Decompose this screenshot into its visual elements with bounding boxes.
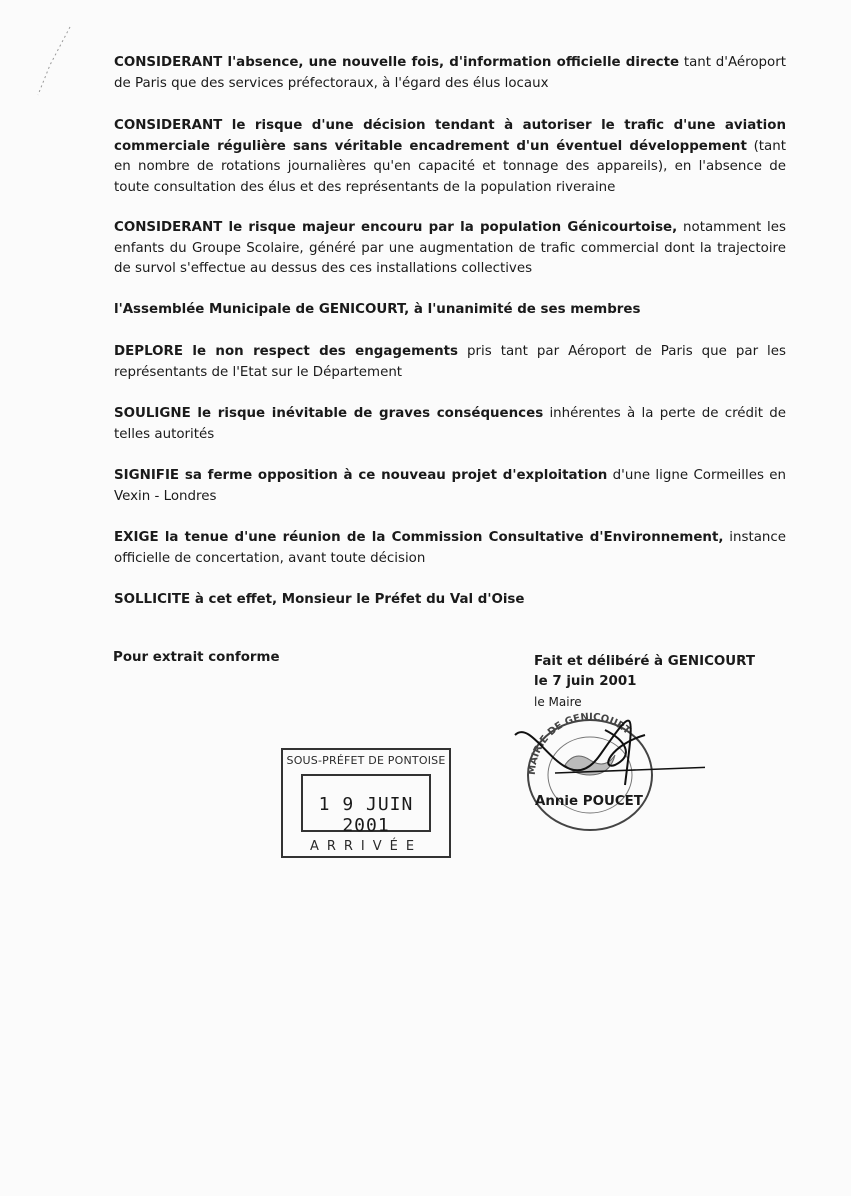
extract-conform-label: Pour extrait conforme [113,650,280,665]
arrival-stamp [281,748,451,858]
mairie-seal-icon [505,695,705,835]
mayor-name: Annie POUCET [535,794,643,809]
stamp-date-box [301,774,431,836]
done-at-line: Fait et délibéré à GENICOURT [534,654,756,669]
scan-mark-icon [20,25,80,105]
paragraph-6: SOULIGNE le risque inévitable de graves conséquences inhérentes à la perte de crédit de telles autorités [114,406,786,442]
stamp-header: SOUS-PRÉFET DE PONTOISE [286,754,446,767]
stamp-footer: ARRIVÉE [309,839,423,854]
paragraph-5: DEPLORE le non respect des engagements pris tant par Aéroport de Paris que par les représentants de l'Etat sur le Département [114,344,786,380]
paragraph-7: SIGNIFIE sa ferme opposition à ce nouveau projet d'exploitation d'une ligne Cormeilles en Vexin - Londres [114,468,787,504]
paragraph-3: CONSIDERANT le risque majeur encouru par la population Génicourtoise, notamment les enfants du Groupe Scolaire, généré par une augmentation de trafic commercial dont la trajectoire de survol s'effectue au dessus des ces installations collectives [114,220,786,276]
paragraph-2: CONSIDERANT le risque d'une décision tendant à autoriser le trafic d'une aviation commerciale régulière sans véritable encadrement d'un éventuel développement (tant en nombre de rotations journalières qu'en capacité et tonnage des appareils), en l'absence de toute consultation des élus et des représentants de la population riveraine [114,118,786,195]
date-line: le 7 juin 2001 [534,674,637,689]
paragraph-9: SOLLICITE à cet effet, Monsieur le Préfet du Val d'Oise [114,592,525,607]
paragraph-1: CONSIDERANT l'absence, une nouvelle fois, d'information officielle directe tant d'Aéroport de Paris que des services préfectoraux, à l'égard des élus locaux [114,55,786,91]
role-line: le Maire [534,695,582,709]
svg-text:MAIRIE DE GENICOURT: MAIRIE DE GENICOURT [526,711,633,776]
stamp-date: 1 9 JUIN 2001 [318,794,414,836]
paragraph-4: l'Assemblée Municipale de GENICOURT, à l'unanimité de ses membres [114,302,641,317]
paragraph-8: EXIGE la tenue d'une réunion de la Commission Consultative d'Environnement, instance officielle de concertation, avant toute décision [114,530,787,566]
